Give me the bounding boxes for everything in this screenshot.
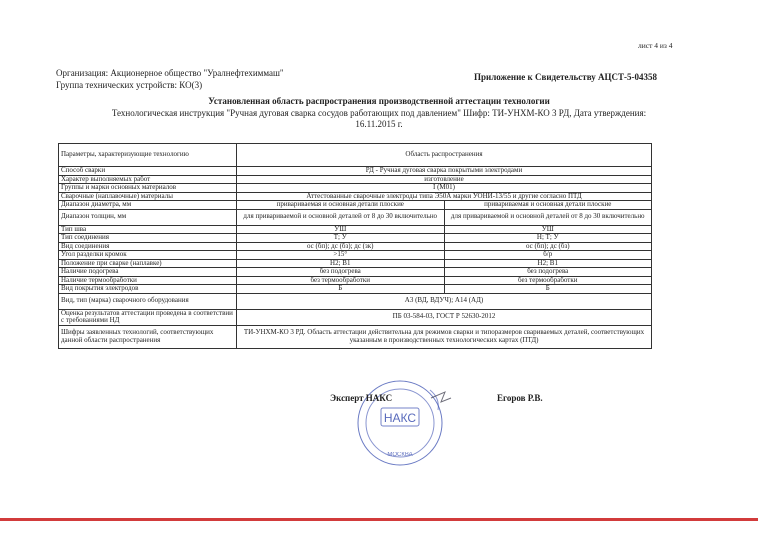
row-param: Вид покрытия электродов: [59, 285, 237, 294]
row-value: I (М01): [237, 184, 652, 193]
stamp-center-text: НАКС: [383, 411, 417, 425]
row-param: Сварочные (наплавочные) материалы: [59, 192, 237, 201]
row-param: Шифры заявленных технологий, соответствующих данной области распространения: [59, 325, 237, 348]
row-right: УШ: [444, 225, 652, 234]
row-value: Аттестованные сварочные электроды типа Э50А марки УОНИ-13/55 и другие согласно ПТД: [237, 192, 652, 201]
row-right: для привариваемой и основной деталей от 8 до 30 включительно: [444, 209, 652, 225]
row-param: Группы и марки основных материалов: [59, 184, 237, 193]
appendix-reference: Приложение к Свидетельству АЦСТ-5-04358: [474, 72, 658, 82]
row-value: ПБ 03-584-03, ГОСТ Р 52630-2012: [237, 309, 652, 325]
table-row: [59, 325, 652, 348]
row-right: без термообработки: [444, 276, 652, 285]
row-param: Характер выполняемых работ: [59, 175, 237, 184]
table-row: [59, 242, 652, 251]
document-title: Установленная область распространения производственной аттестации технологии: [208, 96, 550, 106]
stamp-city-text: МОСКВА: [387, 452, 413, 458]
table-row: [59, 268, 652, 277]
table-row: [59, 251, 652, 260]
expert-name: Егоров Р.В.: [497, 393, 543, 403]
table-row: [59, 192, 652, 201]
row-value: ТИ-УНХМ-КО 3 РД. Область аттестации действительна для режимов сварки и типоразмеров свариваемых деталей, соответствующих указанным в производственных технологических картах (ПТД): [237, 325, 652, 348]
row-right: ос (бп); дс (бз): [444, 242, 652, 251]
row-param: Наличие термообработки: [59, 276, 237, 285]
table-row: [59, 175, 652, 184]
row-value: изготовление: [237, 175, 652, 184]
row-left: для привариваемой и основной деталей от 8 до 30 включительно: [237, 209, 445, 225]
table-row: [59, 309, 652, 325]
attestation-scope-table: [58, 143, 652, 349]
table-row: [59, 293, 652, 309]
row-right: Н; Т; У: [444, 234, 652, 243]
device-group-line: Группа технических устройств: КО(3): [56, 80, 203, 90]
row-right: б/р: [444, 251, 652, 260]
row-left: без подогрева: [237, 268, 445, 277]
row-param: Диапазон толщин, мм: [59, 209, 237, 225]
row-right: Б: [444, 285, 652, 294]
row-param: Положение при сварке (наплавке): [59, 259, 237, 268]
row-param: Вид соединения: [59, 242, 237, 251]
expert-label: Эксперт НАКС: [330, 393, 393, 403]
row-left: привариваемая и основная детали плоские: [237, 201, 445, 210]
row-param: Угол разделки кромок: [59, 251, 237, 260]
row-left: Б: [237, 285, 445, 294]
table-row: [59, 225, 652, 234]
organization-line: Организация: Акционерное общество "Уралнефтехиммаш": [56, 68, 284, 78]
row-left: без термообработки: [237, 276, 445, 285]
table-row: [59, 201, 652, 210]
row-param: Тип шва: [59, 225, 237, 234]
row-value: А3 (ВД, ВДУЧ); А14 (АД): [237, 293, 652, 309]
table-header-params: Параметры, характеризующие технологию: [59, 144, 237, 167]
row-left: ос (бп); дс (бз); дс (зк): [237, 242, 445, 251]
row-right: привариваемая и основная детали плоские: [444, 201, 652, 210]
table-row: [59, 285, 652, 294]
table-row: [59, 184, 652, 193]
row-param: Способ сварки: [59, 167, 237, 176]
row-left: УШ: [237, 225, 445, 234]
naks-stamp-icon: [335, 378, 465, 468]
row-param: Вид, тип (марка) сварочного оборудования: [59, 293, 237, 309]
row-left: Т; У: [237, 234, 445, 243]
row-param: Оценка результатов аттестации проведена в соответствии с требованиями НД: [59, 309, 237, 325]
sheet-number: лист 4 из 4: [638, 41, 673, 50]
row-right: Н2; В1: [444, 259, 652, 268]
table-header-scope: Область распространения: [237, 144, 652, 167]
table-row: [59, 234, 652, 243]
row-param: Наличие подогрева: [59, 268, 237, 277]
table-row: [59, 167, 652, 176]
page-border-line: [0, 518, 758, 521]
row-right: без подогрева: [444, 268, 652, 277]
instruction-line-1: Технологическая инструкция "Ручная дуговая сварка сосудов работающих под давлением" Шифр: ТИ-УНХМ-КО 3 РД, Дата утверждения:: [111, 108, 647, 118]
row-param: Тип соединения: [59, 234, 237, 243]
table-row: [59, 259, 652, 268]
row-left: Н2; В1: [237, 259, 445, 268]
row-param: Диапазон диаметра, мм: [59, 201, 237, 210]
instruction-line-2: 16.11.2015 г.: [355, 119, 403, 129]
row-value: РД - Ручная дуговая сварка покрытыми электродами: [237, 167, 652, 176]
table-row: [59, 276, 652, 285]
row-left: >15°: [237, 251, 445, 260]
table-row: [59, 209, 652, 225]
